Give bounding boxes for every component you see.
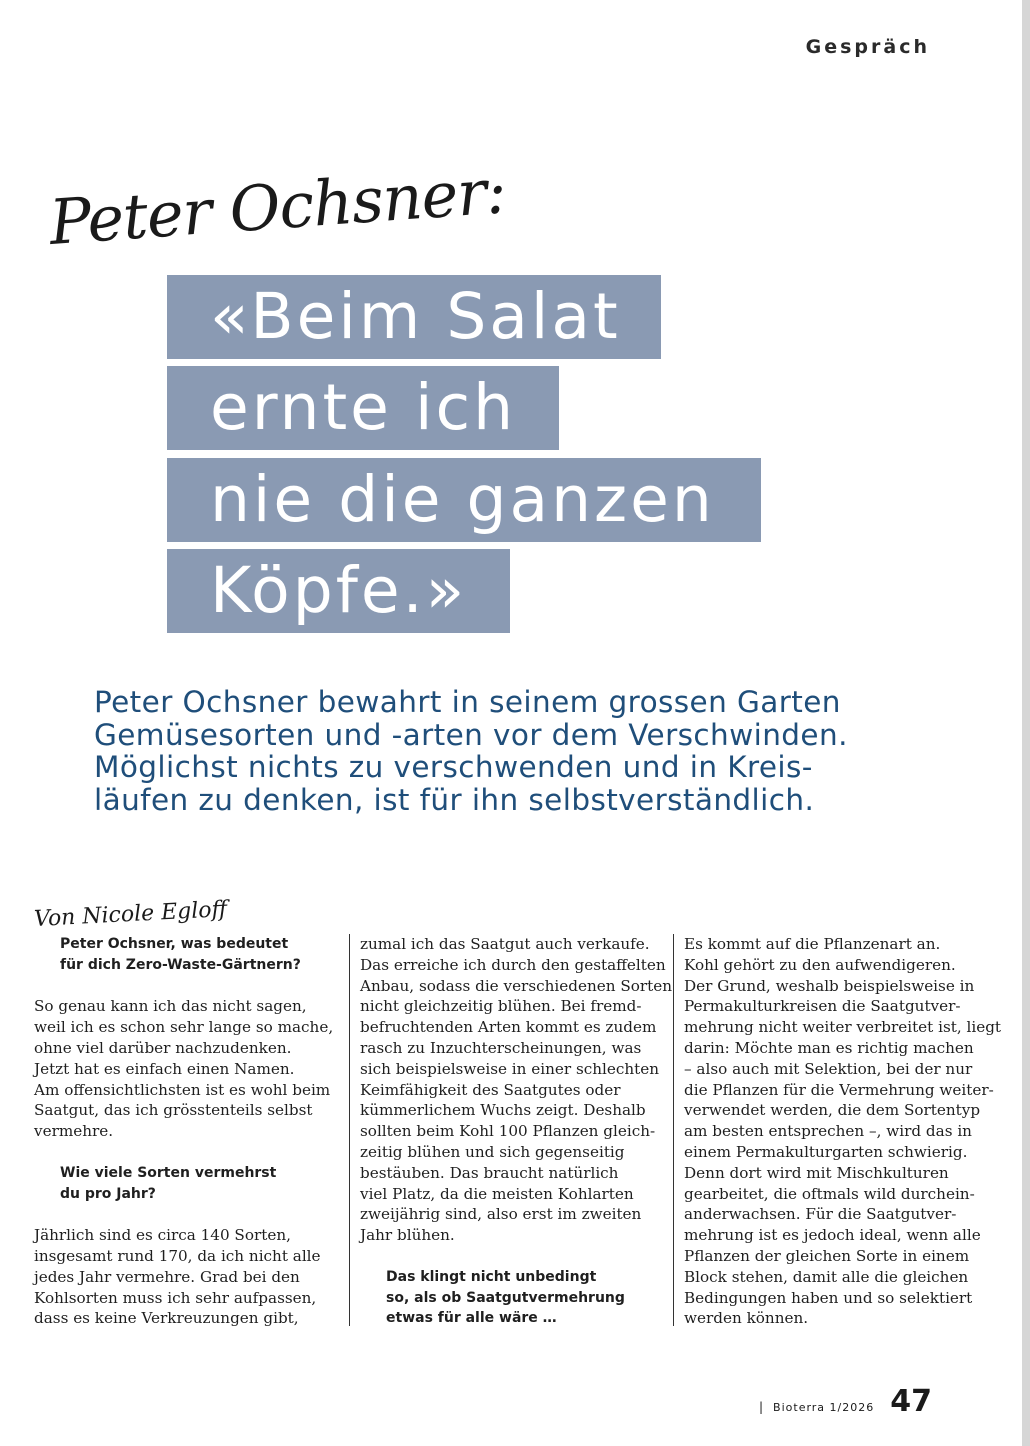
answer-text-line: mehrung nicht weiter verbreitet ist, liegt [684,1018,1002,1037]
answer-text-line: zumal ich das Saatgut auch verkaufe. [360,935,650,953]
answer-text-line: bestäuben. Das braucht natürlich [360,1163,619,1182]
byline: Von Nicole Egloff [33,896,228,933]
interview-question-line: so, als ob Saatgutvermehrung [386,1289,625,1306]
answer-text-line: die Pflanzen für die Vermehrung weiter- [684,1080,994,1099]
answer-text-line: viel Platz, da die meisten Kohlarten [360,1184,634,1203]
text-column-2 [360,934,673,1329]
answer-text-line: befruchtenden Arten kommt es zudem [360,1018,657,1037]
answer-text-line: einem Permakulturgarten schwierig. [684,1142,968,1161]
answer-text-line: nicht gleichzeitig blühen. Bei fremd- [360,997,642,1016]
paragraph-gap [34,1204,334,1225]
answer-text-line: Anbau, sodass die verschiedenen Sorten [360,976,673,995]
answer-text-line: gearbeitet, die oftmals wild durchein- [684,1184,975,1203]
page-edge [1022,0,1030,1446]
answer-text-line: Pflanzen der gleichen Sorte in einem [684,1246,970,1265]
answer-text-line: dass es keine Verkreuzungen gibt, [34,1309,299,1328]
answer-text-line: kümmerlichem Wuchs zeigt. Deshalb [360,1101,646,1120]
text-column-1 [34,934,334,1329]
answer-text-line: insgesamt rund 170, da ich nicht alle [34,1246,321,1265]
answer-text-line: weil ich es schon sehr lange so mache, [34,1018,334,1037]
answer-text-line: darin: Möchte man es richtig machen [684,1038,974,1057]
section-label: Gespräch [805,36,930,58]
answer-text-line: vermehre. [34,1122,114,1141]
paragraph-gap [34,976,334,997]
answer-text-line: Block stehen, damit alle die gleichen [684,1267,969,1286]
interview-question-line: Wie viele Sorten vermehrst [60,1164,277,1181]
interview-question-line: Das klingt nicht unbedingt [386,1268,597,1285]
interview-question-line: für dich Zero-Waste-Gärtnern? [60,956,301,973]
answer-text-line: Jährlich sind es circa 140 Sorten, [34,1226,291,1245]
answer-text-line: Keimfähigkeit des Saatgutes oder [360,1080,621,1099]
answer-text-line: anderwachsen. Für die Saatgutver- [684,1205,957,1224]
answer-text-line: Kohl gehört zu den aufwendigeren. [684,955,956,974]
quote-line-4: Köpfe.» [167,549,510,633]
quote-line-1: «Beim Salat [167,275,661,359]
text-column-3 [684,934,1002,1329]
answer-text-line: Bedingungen haben und so selektiert [684,1288,973,1307]
lead-line: Gemüsesorten und -arten vor dem Verschwinden. [94,717,848,752]
lead-line: läufen zu denken, ist für ihn selbstverständlich. [94,782,815,817]
answer-text-line: verwendet werden, die dem Sortentyp [684,1101,981,1120]
magazine-issue: Bioterra 1/2026 [773,1401,875,1414]
lead-paragraph [94,686,974,816]
answer-text-line: am besten entsprechen –, wird das in [684,1122,972,1141]
answer-text-line: So genau kann ich das nicht sagen, [34,997,307,1016]
answer-text-line: mehrung ist es jedoch ideal, wenn alle [684,1226,981,1245]
quote-line-2: ernte ich [167,366,559,450]
paragraph-gap [360,1246,660,1267]
answer-text-line: Jetzt hat es einfach einen Namen. [34,1059,295,1078]
lead-line: Peter Ochsner bewahrt in seinem grossen Garten [94,685,841,719]
quote-line-3: nie die ganzen [167,458,761,542]
interview-question-line: Peter Ochsner, was bedeutet [60,936,289,952]
author-name-title: Peter Ochsner: [46,154,508,259]
column-divider [349,934,350,1326]
interview-question-line: etwas für alle wäre … [386,1310,557,1327]
answer-text-line: zweijährig sind, also erst im zweiten [360,1205,642,1224]
answer-text-line: Das erreiche ich durch den gestaffelten [360,955,666,974]
answer-text-line: Der Grund, weshalb beispielsweise in [684,976,975,995]
answer-text-line: rasch zu Inzuchterscheinungen, was [360,1038,642,1057]
answer-text-line: sollten beim Kohl 100 Pflanzen gleich- [360,1122,656,1141]
paragraph-gap [34,1142,334,1163]
answer-text-line: Jahr blühen. [360,1226,455,1245]
column-divider [673,934,674,1326]
answer-text-line: Am offensichtlichsten ist es wohl beim [34,1080,331,1099]
lead-line: Möglichst nichts zu verschwenden und in Kreis- [94,750,813,784]
answer-text-line: zeitig blühen und sich gegenseitig [360,1142,625,1161]
answer-text-line: Saatgut, das ich grösstenteils selbst [34,1101,313,1120]
answer-text-line: Permakulturkreisen die Saatgutver- [684,997,961,1016]
answer-text-line: jedes Jahr vermehre. Grad bei den [34,1267,300,1286]
answer-text-line: Kohlsorten muss ich sehr aufpassen, [34,1288,317,1307]
answer-text-line: Es kommt auf die Pflanzenart an. [684,935,941,953]
answer-text-line: Denn dort wird mit Mischkulturen [684,1163,949,1182]
page-footer [759,1384,932,1419]
answer-text-line: ohne viel darüber nachzudenken. [34,1038,292,1057]
answer-text-line: sich beispielsweise in einer schlechten [360,1059,660,1078]
page-number: 47 [890,1384,932,1419]
answer-text-line: – also auch mit Selektion, bei der nur [684,1059,973,1078]
interview-question-line: du pro Jahr? [60,1185,156,1202]
answer-text-line: werden können. [684,1309,809,1328]
footer-separator: | [759,1400,764,1414]
